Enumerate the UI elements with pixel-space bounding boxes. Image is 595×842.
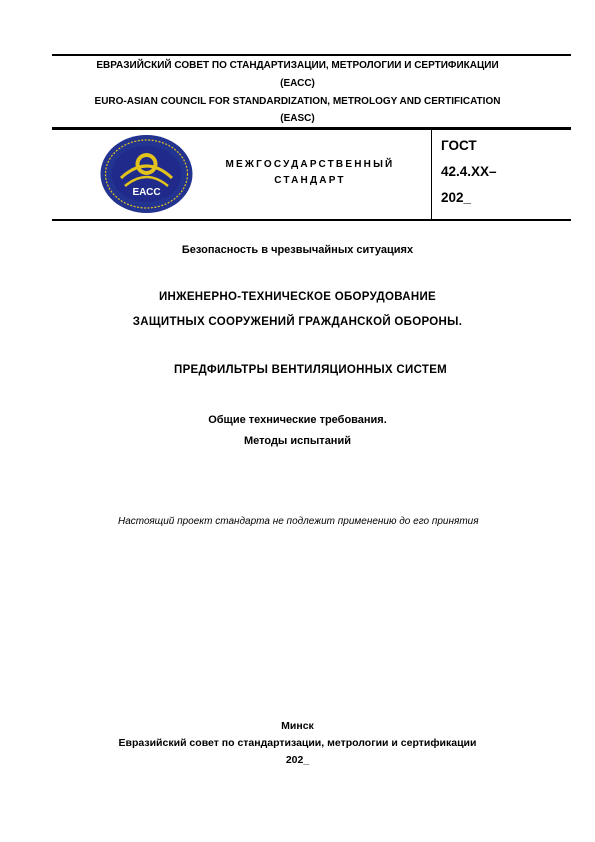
council-abbr-ru: (ЕАСС) [280,78,315,89]
top-rule [52,54,571,56]
council-abbr-en: (EASC) [280,113,315,124]
designation-line3: 202_ [441,190,472,205]
logo-text: ЕАСС [132,187,161,198]
designation-divider [431,130,432,220]
standard-type [210,157,410,189]
standard-type-line2: СТАНДАРТ [274,175,346,186]
header-rule [52,127,571,130]
designation-line2: 42.4.XX– [441,164,497,179]
title-line3: ПРЕДФИЛЬТРЫ ВЕНТИЛЯЦИОННЫХ СИСТЕМ [174,364,448,376]
logo-block-rule [52,219,571,221]
easc-emblem-icon [99,134,194,214]
subtitle-line2: Методы испытаний [244,435,351,447]
council-header [0,59,595,125]
designation-line1: ГОСТ [441,138,477,153]
footer-year: 202_ [285,754,310,766]
council-name-ru: ЕВРАЗИЙСКИЙ СОВЕТ ПО СТАНДАРТИЗАЦИИ, МЕТРОЛОГИИ И СЕРТИФИКАЦИИ [96,60,499,71]
standard-designation [441,138,497,206]
subtitle-line1: Общие технические требования. [208,414,387,426]
council-name-en: EURO-ASIAN COUNCIL FOR STANDARDIZATION, METROLOGY AND CERTIFICATION [94,96,501,107]
title-line1: ИНЖЕНЕРНО-ТЕХНИЧЕСКОЕ ОБОРУДОВАНИЕ [158,291,437,303]
footer-city: Минск [281,720,314,732]
footer [0,718,595,769]
series-title: Безопасность в чрезвычайных ситуациях [181,244,414,256]
standard-type-line1: МЕЖГОСУДАРСТВЕННЫЙ [225,159,395,170]
footer-publisher: Евразийский совет по стандартизации, метрологии и сертификации [118,737,477,749]
draft-note: Настоящий проект стандарта не подлежит применению до его принятия [118,516,479,527]
title-line2: ЗАЩИТНЫХ СООРУЖЕНИЙ ГРАЖДАНСКОЙ ОБОРОНЫ. [132,316,463,328]
